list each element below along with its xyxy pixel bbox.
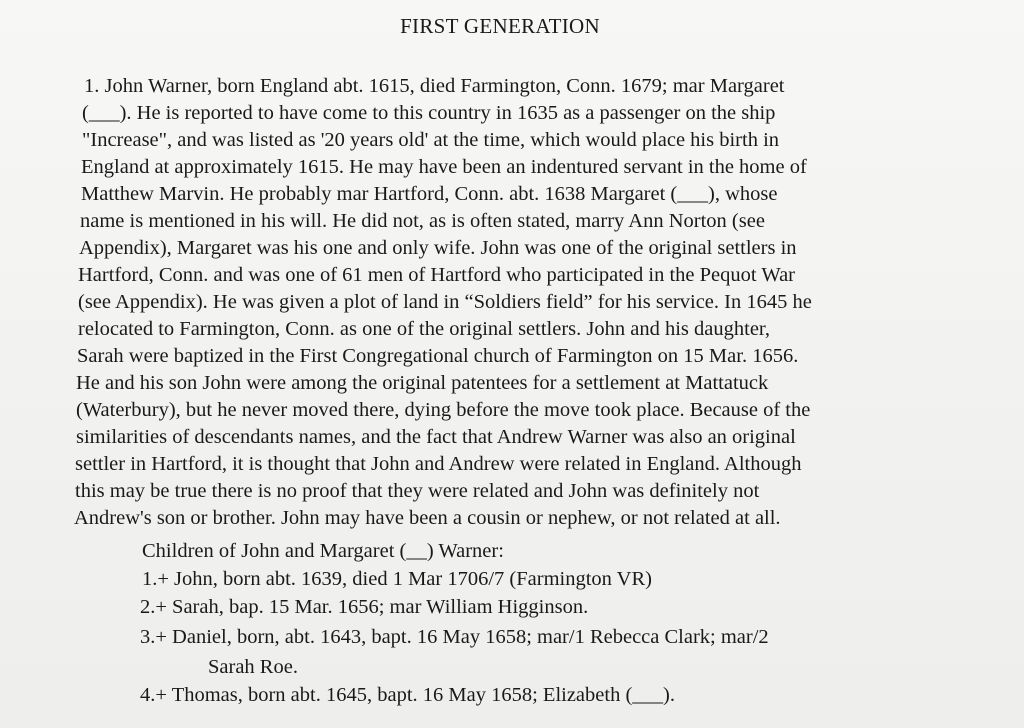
paragraph-line: similarities of descendants names, and the fact that Andrew Warner was also an original [76,426,796,448]
paragraph-line: Matthew Marvin. He probably mar Hartford, Conn. abt. 1638 Margaret (___), whose [81,183,778,205]
paragraph-line: Sarah were baptized in the First Congregational church of Farmington on 15 Mar. 1656. [77,345,799,367]
paragraph-line: settler in Hartford, it is thought that John and Andrew were related in England. Although [75,453,802,475]
paragraph-line: He and his son John were among the original patentees for a settlement at Mattatuck [76,372,769,394]
child-entry-continuation: Sarah Roe. [208,656,298,678]
paragraph-line: 1. John Warner, born England abt. 1615, died Farmington, Conn. 1679; mar Margaret [84,75,785,97]
paragraph-line: "Increase", and was listed as '20 years old' at the time, which would place his birth in [82,129,780,151]
page-title: FIRST GENERATION [400,14,600,38]
paragraph-line: name is mentioned in his will. He did not, as is often stated, marry Ann Norton (see [80,210,765,232]
paragraph-line: England at approximately 1615. He may have been an indentured servant in the home of [81,156,807,178]
paragraph-line: this may be true there is no proof that they were related and John was definitely not [75,480,760,502]
paragraph-line: Hartford, Conn. and was one of 61 men of Hartford who participated in the Pequot War [78,264,795,286]
child-entry: 1.+ John, born abt. 1639, died 1 Mar 1706/7 (Farmington VR) [142,568,652,590]
paragraph-line: relocated to Farmington, Conn. as one of the original settlers. John and his daughter, [78,318,771,340]
child-entry: 3.+ Daniel, born, abt. 1643, bapt. 16 May 1658; mar/1 Rebecca Clark; mar/2 [140,626,769,648]
child-entry: 4.+ Thomas, born abt. 1645, bapt. 16 May 1658; Elizabeth (___). [140,684,675,706]
children-heading: Children of John and Margaret (__) Warner: [142,540,504,562]
child-entry: 2.+ Sarah, bap. 15 Mar. 1656; mar William Higginson. [140,596,589,618]
paragraph-line: (___). He is reported to have come to this country in 1635 as a passenger on the ship [82,102,776,124]
paragraph-line: Appendix), Margaret was his one and only wife. John was one of the original settlers in [79,237,797,259]
paragraph-line: (Waterbury), but he never moved there, dying before the move took place. Because of the [76,399,811,421]
paragraph-line: Andrew's son or brother. John may have been a cousin or nephew, or not related at all. [74,507,781,529]
paragraph-line: (see Appendix). He was given a plot of land in “Soldiers field” for his service. In 1645 he [78,291,812,313]
